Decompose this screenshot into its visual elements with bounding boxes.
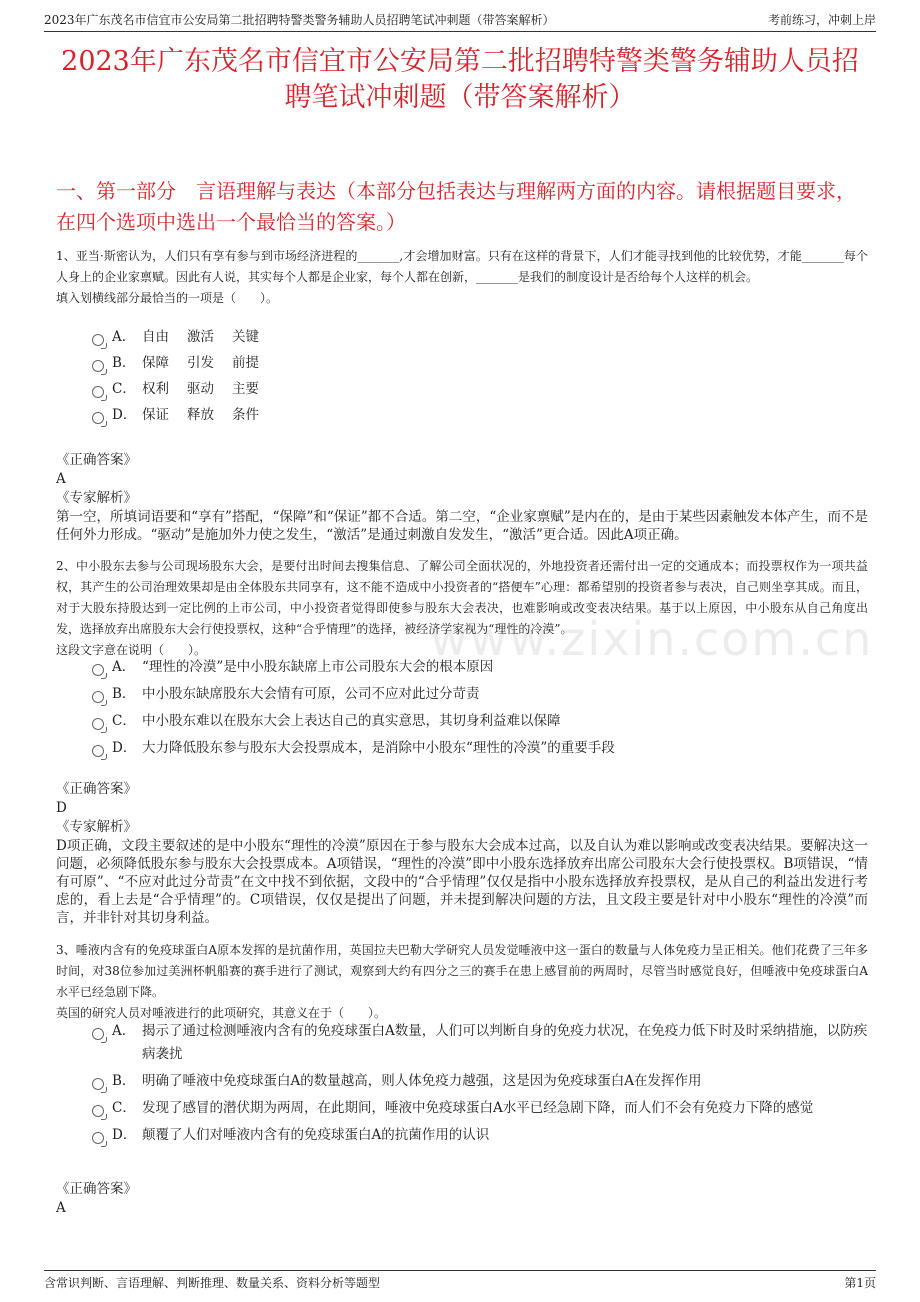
question-2-options xyxy=(92,656,868,760)
option-c[interactable]: C． 中小股东难以在股东大会上表达自己的真实意思，其切身利益难以保障 xyxy=(92,710,868,733)
radio-icon[interactable] xyxy=(92,412,104,424)
option-a[interactable]: A． “理性的冷漠”是中小股东缺席上市公司股东大会的根本原因 xyxy=(92,656,868,679)
answer-label: 《正确答案》 xyxy=(56,781,137,797)
analysis-text: 第一空，所填词语要和“享有”搭配，“保障”和“保证”都不合适。第二空，“企业家禀赋”是内在的，是由于某些因素触发本体产生，而不是任何外力形成。“驱动”是施加外力使之发生，“激活”是通过刺激自发发生，“激活”更合适。因此A项正确。 xyxy=(56,509,868,543)
page-number: 第1页 xyxy=(844,1276,876,1290)
option-c[interactable]: C． 权利 驱动 主要 xyxy=(92,378,868,401)
question-stem: 3、唾液内含有的免疫球蛋白A原本发挥的是抗菌作用，英国拉夫巴勒大学研究人员发觉唾液中这一蛋白的数量与人体免疫力呈正相关。他们花费了三年多时间，对38位参加过美洲杯帆船赛的赛手进行了测试，观察到大约有四分之三的赛手在患上感冒前的两周时，尽管当时感觉良好，但唾液中免疫球蛋白A水平已经急剧下降。 xyxy=(56,943,868,999)
radio-icon[interactable] xyxy=(92,1078,104,1090)
question-3-options xyxy=(92,1020,868,1147)
footer-note: 含常识判断、言语理解、判断推理、数量关系、资料分析等题型 xyxy=(44,1276,381,1290)
radio-icon[interactable] xyxy=(92,386,104,398)
question-1-options xyxy=(92,326,868,427)
page-title: 2023年广东茂名市信宜市公安局第二批招聘特警类警务辅助人员招聘笔试冲刺题（带答案解析） xyxy=(61,46,859,113)
question-prompt: 这段文字意在说明（ ）。 xyxy=(56,643,207,657)
question-1 xyxy=(56,246,868,309)
answer-value: A xyxy=(56,1200,66,1216)
radio-icon[interactable] xyxy=(92,664,104,676)
answer-value: D xyxy=(56,800,67,816)
analysis-text: D项正确，文段主要叙述的是中小股东“理性的冷漠”原因在于参与股东大会成本过高，以及自认为难以影响或改变表决结果。要解决这一问题，必须降低股东参与股东大会投票成本。A项错误，“理性的冷漠”即中小股东选择放弃出席公司股东大会行使投票权。B项错误，“情有可原”、“不应对此过分苛责”在文中找不到依据，文段中的“合乎情理”仅仅是指中小股东选择放弃投票权，是从自己的利益出发进行考虑的，看上去是“合乎情理”的。C项错误，仅仅是提出了问题，并未提到解决问题的方法，且文段主要是针对中小股东“理性的冷漠”而言，并非针对其切身利益。 xyxy=(56,838,868,926)
question-prompt: 填入划横线部分最恰当的一项是（ ）。 xyxy=(56,291,279,305)
question-prompt: 英国的研究人员对唾液进行的此项研究，其意义在于（ ）。 xyxy=(56,1006,387,1020)
radio-icon[interactable] xyxy=(92,360,104,372)
question-1-answer xyxy=(56,451,868,544)
header-slogan: 考前练习，冲刺上岸 xyxy=(767,13,876,27)
radio-icon[interactable] xyxy=(92,691,104,703)
question-3 xyxy=(56,940,868,1024)
answer-label: 《正确答案》 xyxy=(56,1181,137,1197)
question-2 xyxy=(56,556,868,661)
analysis-label: 《专家解析》 xyxy=(56,819,137,835)
radio-icon[interactable] xyxy=(92,718,104,730)
question-stem: 2、中小股东去参与公司现场股东大会，是要付出时间去搜集信息、了解公司全面状况的，外地投资者还需付出一定的交通成本；而投票权作为一项共益权，其产生的公司治理效果却是由全体股东共同享有，这不能不造成中小投资者的“搭便车”心理：都希望别的投资者参与表决，自己则坐享其成。而且，对于大股东持股达到一定比例的上市公司，中小投资者觉得即使参与股东大会表决，也难影响或改变表决结果。基于以上原因，中小股东从自己角度出发，选择放弃出席股东大会行使投票权，这种“合乎情理”的选择，被经济学家视为“理性的冷漠”。 xyxy=(56,559,868,636)
option-d[interactable]: D． 大力降低股东参与股东大会投票成本，是消除中小股东“理性的冷漠”的重要手段 xyxy=(92,737,868,760)
option-d[interactable]: D． 保证 释放 条件 xyxy=(92,404,868,427)
radio-icon[interactable] xyxy=(92,334,104,346)
option-a[interactable]: A． 揭示了通过检测唾液内含有的免疫球蛋白A数量，人们可以判断自身的免疫力状况，在免疫力低下时及时采纳措施，以防疾病袭扰 xyxy=(92,1020,868,1066)
question-2-answer xyxy=(56,780,868,927)
section-heading: 一、第一部分 言语理解与表达（本部分包括表达与理解两方面的内容。请根据题目要求，在四个选项中选出一个最恰当的答案。） xyxy=(56,179,856,234)
option-b[interactable]: B． 中小股东缺席股东大会情有可原，公司不应对此过分苛责 xyxy=(92,683,868,706)
question-stem: 1、亚当·斯密认为，人们只有享有参与到市场经济进程的_______,才会增加财富。只有在这样的背景下，人们才能寻找到他的比较优势，才能_______每个人身上的企业家禀赋。因此有人说，其实每个人都是企业家，每个人都在创新，_______是我们的制度设计是否给每个人这样的机会。 xyxy=(56,249,868,284)
running-header xyxy=(44,10,876,32)
option-d[interactable]: D． 颠覆了人们对唾液内含有的免疫球蛋白A的抗菌作用的认识 xyxy=(92,1124,868,1147)
radio-icon[interactable] xyxy=(92,1105,104,1117)
radio-icon[interactable] xyxy=(92,1132,104,1144)
running-footer xyxy=(44,1270,876,1292)
analysis-label: 《专家解析》 xyxy=(56,490,137,506)
answer-label: 《正确答案》 xyxy=(56,452,137,468)
option-c[interactable]: C． 发现了感冒的潜伏期为两周，在此期间，唾液中免疫球蛋白A水平已经急剧下降，而人们不会有免疫力下降的感觉 xyxy=(92,1097,868,1120)
watermark: www.zixin.com.cn xyxy=(430,612,874,666)
option-a[interactable]: A． 自由 激活 关键 xyxy=(92,326,868,349)
option-b[interactable]: B． 保障 引发 前提 xyxy=(92,352,868,375)
answer-value: A xyxy=(56,471,66,487)
question-3-answer xyxy=(56,1180,868,1218)
radio-icon[interactable] xyxy=(92,1028,104,1040)
option-b[interactable]: B． 明确了唾液中免疫球蛋白A的数量越高，则人体免疫力越强，这是因为免疫球蛋白A在发挥作用 xyxy=(92,1070,868,1093)
header-doc-title: 2023年广东茂名市信宜市公安局第二批招聘特警类警务辅助人员招聘笔试冲刺题（带答案解析） xyxy=(44,13,555,27)
radio-icon[interactable] xyxy=(92,745,104,757)
